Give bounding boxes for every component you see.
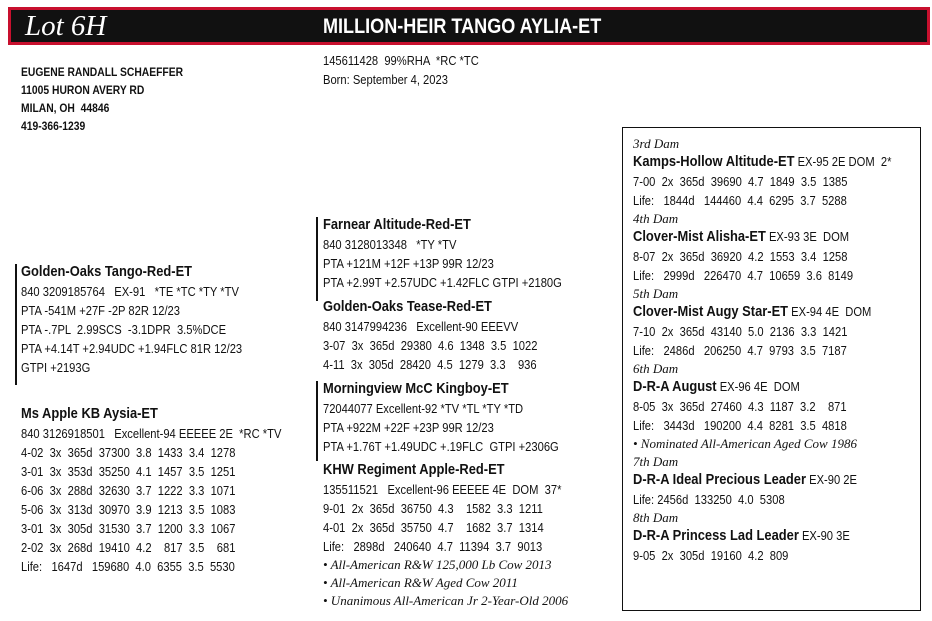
dam-record: 4-02 3x 365d 37300 3.8 1433 3.4 1278 xyxy=(21,445,236,460)
ancestor-name xyxy=(633,152,891,172)
ancestor-award: • Nominated All-American Aged Cow 1986 xyxy=(633,436,857,451)
dam-dam-line: 135511521 Excellent-96 EEEEE 4E DOM 37* xyxy=(323,482,562,497)
dam-sire-bracket xyxy=(316,381,318,461)
ancestor-classification: EX-90 3E xyxy=(798,528,850,543)
dam-3rd xyxy=(633,135,932,210)
ancestor-name xyxy=(633,377,891,397)
dam-generation-label: 7th Dam xyxy=(633,454,679,469)
sire-line: PTA -.7PL 2.99SCS -3.1DPR 3.5%DCE xyxy=(21,322,227,337)
sire-dam-record: 4-11 3x 305d 28420 4.5 1279 3.3 936 xyxy=(323,357,537,372)
sire-sire-section xyxy=(323,215,601,292)
dam-dam-section xyxy=(323,460,600,610)
owner-info xyxy=(21,63,209,135)
sire-line: GTPI +2193G xyxy=(21,360,91,375)
ancestor-record: 7-00 2x 365d 39690 4.7 1849 3.5 1385 xyxy=(633,174,848,189)
dam-generation-label: 8th Dam xyxy=(633,510,679,525)
dam-line: 840 3126918501 Excellent-94 EEEEE 2E *RC *TV xyxy=(21,426,282,441)
sire-line: PTA +4.14T +2.94UDC +1.94FLC 81R 12/23 xyxy=(21,341,243,356)
dam-5th xyxy=(633,285,932,360)
ancestor-name-text: D-R-A Princess Lad Leader xyxy=(633,527,799,544)
ancestor-record: 8-05 3x 365d 27460 4.3 1187 3.2 871 xyxy=(633,399,847,414)
ancestor-classification: EX-95 2E DOM 2* xyxy=(794,154,892,169)
sire-sire-name: Farnear Altitude-Red-ET xyxy=(323,216,471,233)
lot-header-bar xyxy=(8,7,930,45)
sire-line: 840 3209185764 EX-91 *TE *TC *TY *TV xyxy=(21,284,239,299)
dam-dam-award: • All-American R&W Aged Cow 2011 xyxy=(323,575,518,590)
ancestor-name xyxy=(633,470,891,490)
dam-record: 2-02 3x 268d 19410 4.2 817 3.5 681 xyxy=(21,540,236,555)
dam-dam-award: • All-American R&W 125,000 Lb Cow 2013 xyxy=(323,557,552,572)
ancestor-record: 9-05 2x 305d 19160 4.2 809 xyxy=(633,548,789,563)
dam-4th xyxy=(633,210,932,285)
dam-section xyxy=(21,404,324,576)
dam-dam-lifetime: Life: 2898d 240640 4.7 11394 3.7 9013 xyxy=(323,539,543,554)
animal-registration xyxy=(323,51,504,89)
ancestor-classification: EX-90 2E xyxy=(806,472,857,487)
ancestor-record: 7-10 2x 365d 43140 5.0 2136 3.3 1421 xyxy=(633,324,848,339)
dam-generation-label: 4th Dam xyxy=(633,211,679,226)
ancestor-lifetime: Life: 2456d 133250 4.0 5308 xyxy=(633,492,785,507)
ancestor-name-text: Kamps-Hollow Altitude-ET xyxy=(633,153,795,170)
dam-8th xyxy=(633,509,932,565)
dam-record: 5-06 3x 313d 30970 3.9 1213 3.5 1083 xyxy=(21,502,236,517)
dam-lifetime: Life: 1647d 159680 4.0 6355 3.5 5530 xyxy=(21,559,235,574)
sire-sire-line: 840 3128013348 *TY *TV xyxy=(323,237,457,252)
ancestor-name xyxy=(633,302,891,322)
dam-dam-record: 4-01 2x 365d 35750 4.7 1682 3.7 1314 xyxy=(323,520,544,535)
ancestor-name-text: Clover-Mist Augy Star-ET xyxy=(633,303,789,320)
dam-dam-record: 9-01 2x 365d 36750 4.3 1582 3.3 1211 xyxy=(323,501,543,516)
sire-section xyxy=(21,262,278,377)
sire-sire-line: PTA +121M +12F +13P 99R 12/23 xyxy=(323,256,494,271)
ancestor-lifetime: Life: 2999d 226470 4.7 10659 3.6 8149 xyxy=(633,268,854,283)
ancestor-lifetime: Life: 3443d 190200 4.4 8281 3.5 4818 xyxy=(633,418,847,433)
sire-dam-record: 3-07 3x 365d 29380 4.6 1348 3.5 1022 xyxy=(323,338,538,353)
owner-name: EUGENE RANDALL SCHAEFFER xyxy=(21,65,184,79)
sire-sire-bracket xyxy=(316,217,318,301)
dam-sire-section xyxy=(323,379,597,456)
ancestor-name xyxy=(633,526,891,546)
owner-street: 11005 HURON AVERY RD xyxy=(21,83,145,97)
dam-dam-award: • Unanimous All-American Jr 2-Year-Old 2006 xyxy=(323,593,569,608)
dam-generation-label: 3rd Dam xyxy=(633,136,680,151)
dam-dam-name: KHW Regiment Apple-Red-ET xyxy=(323,461,505,478)
lot-header-inner xyxy=(11,10,927,42)
ancestor-lifetime: Life: 2486d 206250 4.7 9793 3.5 7187 xyxy=(633,343,847,358)
dam-record: 3-01 3x 353d 35250 4.1 1457 3.5 1251 xyxy=(21,464,236,479)
dam-sire-line: PTA +922M +22F +23P 99R 12/23 xyxy=(323,420,494,435)
dam-sire-name: Morningview McC Kingboy-ET xyxy=(323,380,509,397)
lot-number: Lot 6H xyxy=(25,10,107,42)
sire-bracket xyxy=(15,264,17,385)
sire-dam-name: Golden-Oaks Tease-Red-ET xyxy=(323,298,492,315)
dam-name: Ms Apple KB Aysia-ET xyxy=(21,405,158,422)
sire-dam-line: 840 3147994236 Excellent-90 EEEVV xyxy=(323,319,519,334)
dam-record: 3-01 3x 305d 31530 3.7 1200 3.3 1067 xyxy=(21,521,236,536)
dam-6th xyxy=(633,360,932,453)
dam-generation-label: 5th Dam xyxy=(633,286,679,301)
sire-sire-line: PTA +2.99T +2.57UDC +1.42FLC GTPI +2180G xyxy=(323,275,562,290)
ancestor-name xyxy=(633,227,891,247)
ancestor-name-text: D-R-A Ideal Precious Leader xyxy=(633,471,807,488)
dam-7th xyxy=(633,453,932,509)
born-date: Born: September 4, 2023 xyxy=(323,72,448,87)
sire-name: Golden-Oaks Tango-Red-ET xyxy=(21,263,193,280)
owner-city: MILAN, OH 44846 xyxy=(21,101,110,115)
dam-generation-label: 6th Dam xyxy=(633,361,679,376)
ancestor-name-text: D-R-A August xyxy=(633,378,717,395)
ancestral-dams xyxy=(633,135,932,565)
ancestor-classification: EX-94 4E DOM xyxy=(788,304,872,319)
ancestor-name-text: Clover-Mist Alisha-ET xyxy=(633,228,766,245)
dam-sire-line: 72044077 Excellent-92 *TV *TL *TY *TD xyxy=(323,401,524,416)
ancestor-lifetime: Life: 1844d 144460 4.4 6295 3.7 5288 xyxy=(633,193,847,208)
dam-sire-line: PTA +1.76T +1.49UDC +.19FLC GTPI +2306G xyxy=(323,439,559,454)
sire-line: PTA -541M +27F -2P 82R 12/23 xyxy=(21,303,181,318)
registration-line: 145611428 99%RHA *RC *TC xyxy=(323,53,479,68)
owner-phone: 419-366-1239 xyxy=(21,119,86,133)
ancestor-record: 8-07 2x 365d 36920 4.2 1553 3.4 1258 xyxy=(633,249,848,264)
sire-dam-section xyxy=(323,297,572,374)
ancestor-classification: EX-93 3E DOM xyxy=(765,229,850,244)
dam-record: 6-06 3x 288d 32630 3.7 1222 3.3 1071 xyxy=(21,483,236,498)
ancestor-classification: EX-96 4E DOM xyxy=(716,379,800,394)
animal-name: MILLION-HEIR TANGO AYLIA-ET xyxy=(323,15,602,38)
